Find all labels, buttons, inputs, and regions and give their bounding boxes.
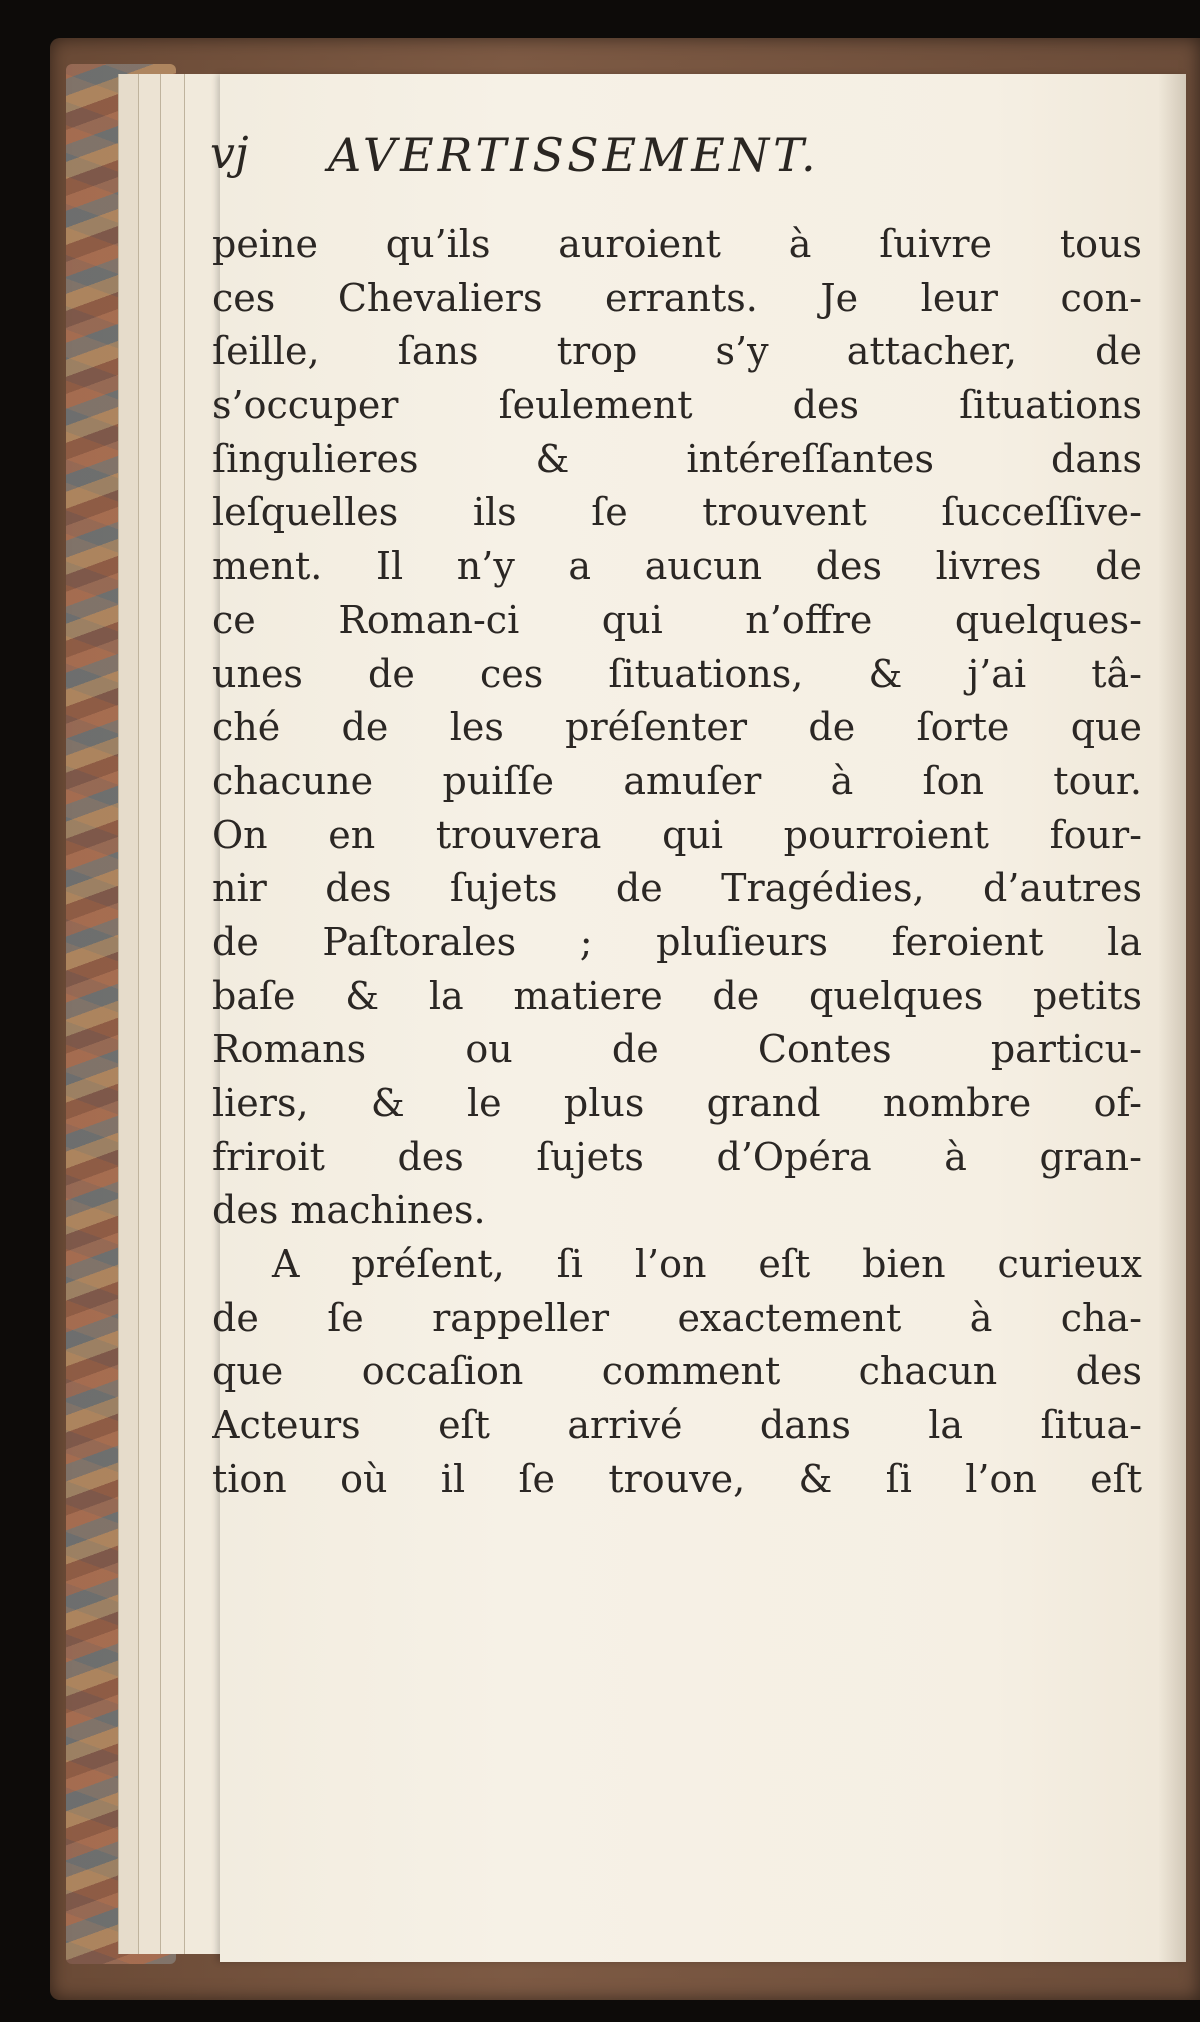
text-line: leſquelles ils ſe trouvent ſucceſſive-: [212, 490, 1142, 535]
gutter-shadow: [1158, 74, 1186, 1962]
text-line: chacune puiſſe amuſer à ſon tour.: [212, 758, 1142, 803]
text-line: unes de ces ſituations, & j’ai tâ-: [212, 651, 1142, 696]
text-line: Romans ou de Contes particu-: [212, 1027, 1142, 1072]
text-line: s’occuper ſeulement des ſituations: [212, 383, 1142, 428]
text-line: peine qu’ils auroient à ſuivre tous: [212, 222, 1142, 266]
text-line: que occaſion comment chacun des: [212, 1349, 1142, 1394]
text-line: friroit des ſujets d’Opéra à gran-: [212, 1134, 1142, 1179]
page-header: [210, 128, 1140, 208]
body-text: [212, 218, 1142, 1507]
text-line: On en trouvera qui pourroient four-: [212, 812, 1142, 857]
text-line: A préſent, ſi l’on eſt bien curieux: [272, 1242, 1142, 1287]
text-line: liers, & le plus grand nombre of-: [212, 1081, 1142, 1125]
text-line: Acteurs eſt arrivé dans la ſitua-: [212, 1403, 1142, 1448]
text-line: baſe & la matiere de quelques petits: [212, 973, 1142, 1018]
text-line: des machines.: [212, 1188, 486, 1233]
running-title: AVERTISSEMENT.: [328, 128, 820, 182]
text-line: tion où il ſe trouve, & ſi l’on eſt: [212, 1456, 1142, 1501]
text-line: ché de les préſenter de ſorte que: [212, 705, 1142, 750]
text-line: de ſe rappeller exactement à cha-: [212, 1295, 1142, 1340]
text-line: ſeille, ſans trop s’y attacher, de: [212, 329, 1142, 374]
text-line: nir des ſujets de Tragédies, d’autres: [212, 866, 1142, 911]
text-line: ce Roman-ci qui n’offre quelques-: [212, 597, 1142, 642]
text-line: de Paſtorales ; pluſieurs feroient la: [212, 919, 1142, 964]
text-line: ces Chevaliers errants. Je leur con-: [212, 275, 1142, 320]
page-number: vj: [210, 128, 249, 179]
text-line: ment. Il n’y a aucun des livres de: [212, 544, 1142, 589]
text-line: ſingulieres & intéreſſantes dans: [212, 436, 1142, 481]
